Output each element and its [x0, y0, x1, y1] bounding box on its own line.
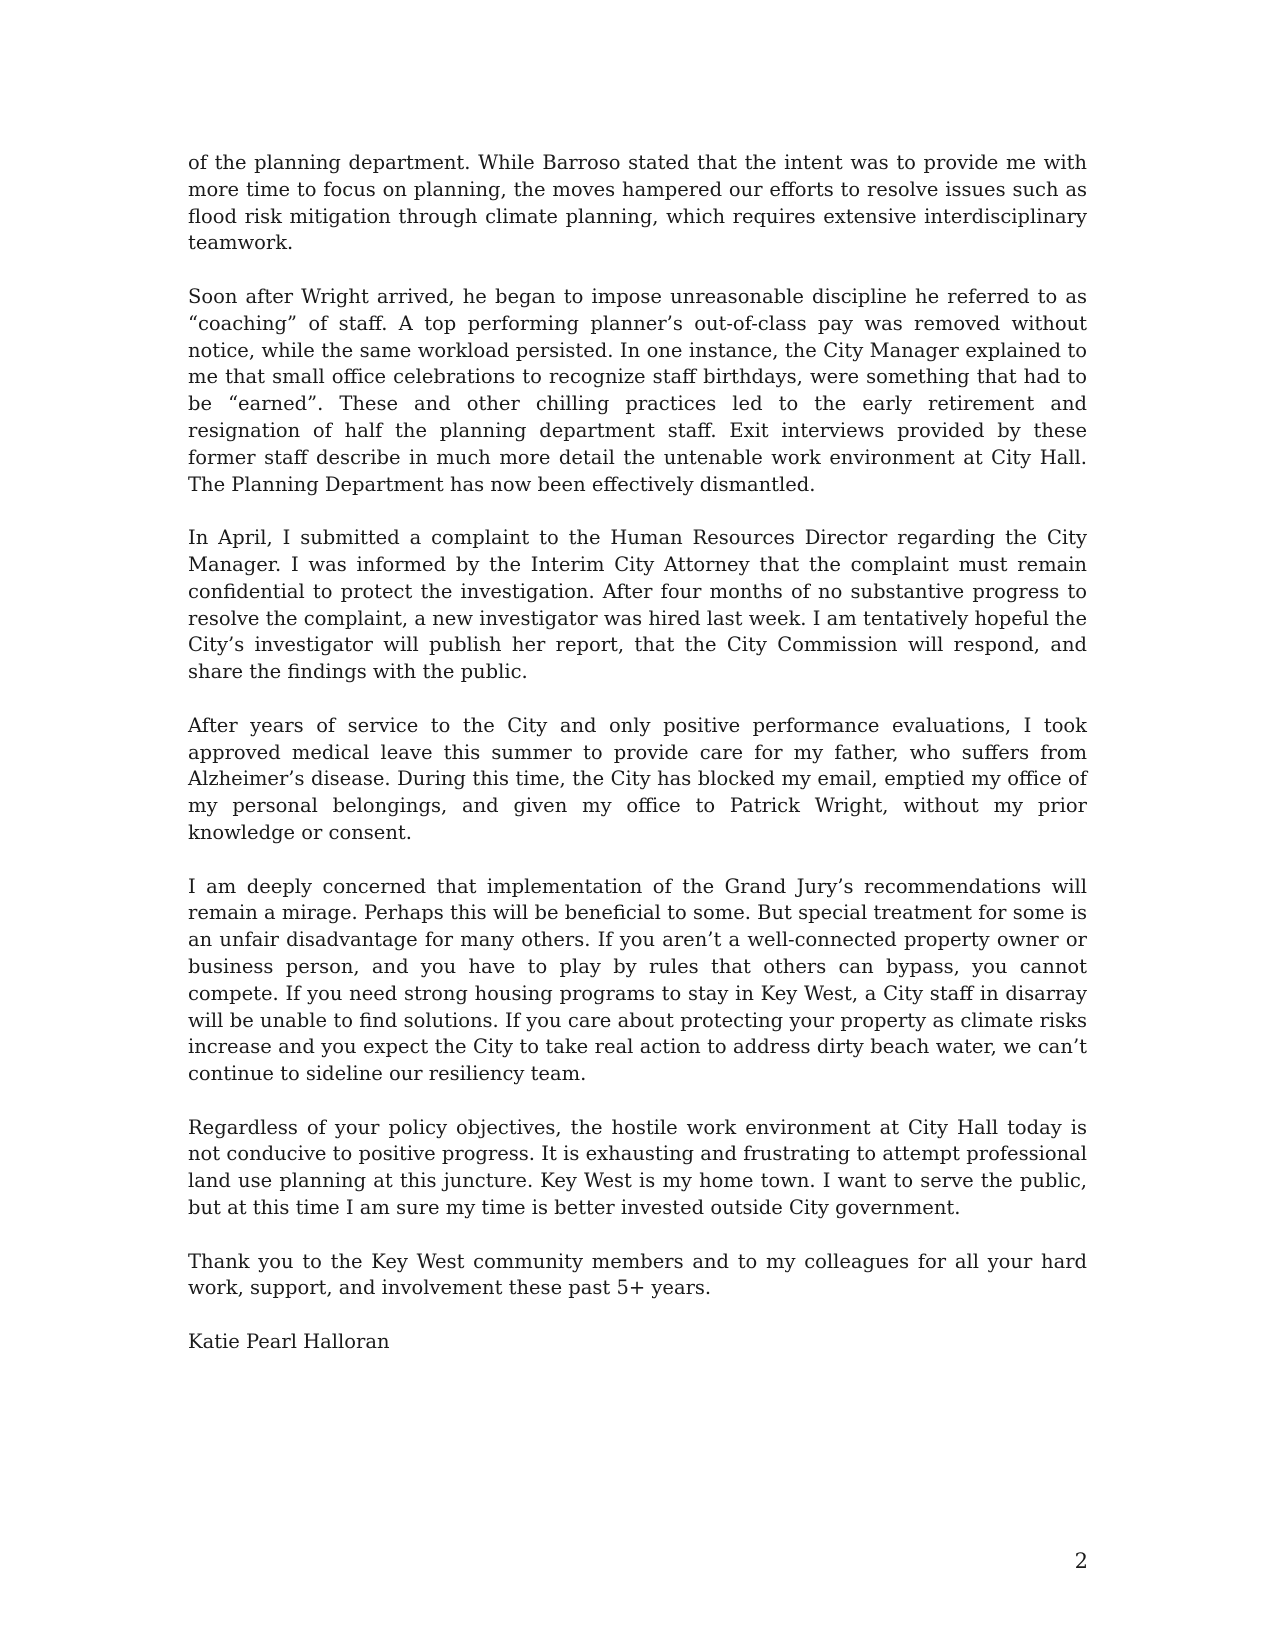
paragraph-medical-leave: After years of service to the City and only positive performance evaluations, I took approved medical leave this summer to provide care for my father, who suffers from Alzheimer’s disease. During this time, the City has blocked my email, emptied my office of my personal belongings, and given my office to Patrick Wright, without my prior knowledge or consent. — [188, 713, 1087, 844]
page-number: 2 — [1074, 1549, 1088, 1573]
letter-body — [188, 150, 1087, 1356]
paragraph-thank-you: Thank you to the Key West community members and to my colleagues for all your hard work, support, and involvement these past 5+ years. — [188, 1249, 1087, 1300]
signature-name: Katie Pearl Halloran — [188, 1330, 390, 1354]
paragraph-grand-jury: I am deeply concerned that implementation of the Grand Jury’s recommendations will remain a mirage. Perhaps this will be beneficial to some. But special treatment for some is an unfair disadvantage for many others. If you aren’t a well-connected property owner or business person, and you have to play by rules that others can bypass, you cannot compete. If you need strong housing programs to stay in Key West, a City staff in disarray will be unable to find solutions. If you care about protecting your property as climate risks increase and you expect the City to take real action to address dirty beach water, we can’t continue to sideline our resiliency team. — [188, 874, 1087, 1086]
paragraph-work-environment: Regardless of your policy objectives, the hostile work environment at City Hall today is not conducive to positive progress. It is exhausting and frustrating to attempt professional land use planning at this juncture. Key West is my home town. I want to serve the public, but at this time I am sure my time is better invested outside City government. — [188, 1115, 1087, 1220]
paragraph-complaint: In April, I submitted a complaint to the Human Resources Director regarding the City Manager. I was informed by the Interim City Attorney that the complaint must remain confidential to protect the investigation. After four months of no substantive progress to resolve the complaint, a new investigator was hired last week. I am tentatively hopeful the City’s investigator will publish her report, that the City Commission will respond, and share the findings with the public. — [188, 526, 1087, 684]
paragraph-wright-coaching: Soon after Wright arrived, he began to impose unreasonable discipline he referred to as “coaching” of staff. A top performing planner’s out-of-class pay was removed without notice, while the same workload persisted. In one instance, the City Manager explained to me that small office celebrations to recognize staff birthdays, were something that had to be “earned”. These and other chilling practices led to the early retirement and resignation of half the planning department staff. Exit interviews provided by these former staff describe in much more detail the untenable work environment at City Hall. The Planning Department has now been effectively dismantled. — [188, 284, 1087, 496]
paragraph-planning-department: of the planning department. While Barroso stated that the intent was to provide me with more time to focus on planning, the moves hampered our efforts to resolve issues such as flood risk mitigation through climate planning, which requires extensive interdisciplinary teamwork. — [188, 151, 1087, 255]
